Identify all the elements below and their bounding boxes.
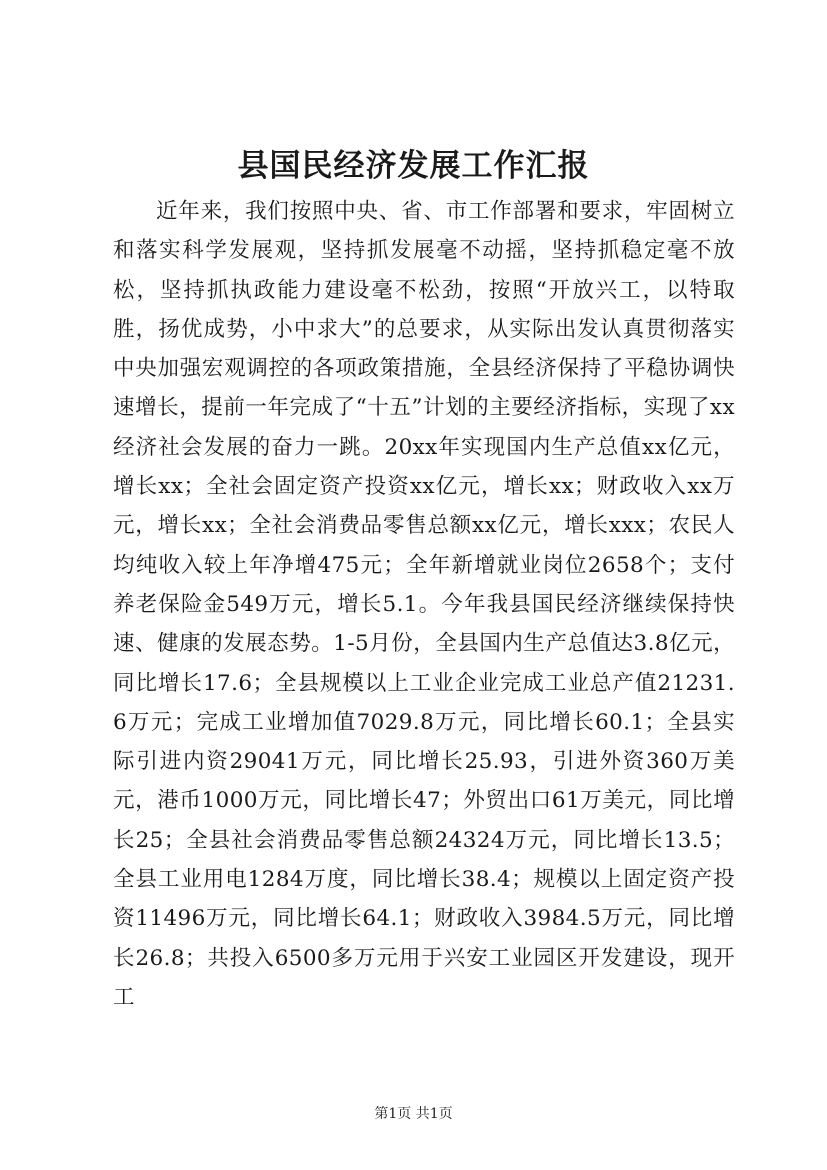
page-footer [0, 1104, 827, 1124]
page-indicator: 第1页 共1页 [374, 1106, 453, 1122]
body-paragraph: 近年来，我们按照中央、省、市工作部署和要求，牢固树立和落实科学发展观，坚持抓发展毫不动摇，坚持抓稳定毫不放松，坚持抓执政能力建设毫不松劲，按照“开放兴工，以特取胜，扬优成势，小中求大”的总要求，从实际出发认真贯彻落实中央加强宏观调控的各项政策措施，全县经济保持了平稳协调快速增长，提前一年完成了“十五”计划的主要经济指标，实现了xx经济社会发展的奋力一跳。20xx年实现国内生产总值xx亿元，增长xx；全社会固定资产投资xx亿元，增长xx；财政收入xx万元，增长xx；全社会消费品零售总额xx亿元，增长xxx；农民人均纯收入较上年净增475元；全年新增就业岗位2658个；支付养老保险金549万元，增长5.1。今年我县国民经济继续保持快速、健康的发展态势。1-5月份，全县国内生产总值达3.8亿元，同比增长17.6；全县规模以上工业企业完成工业总产值21231.6万元；完成工业增加值7029.8万元，同比增长60.1；全县实际引进内资29041万元，同比增长25.93，引进外资360万美元，港币1000万元，同比增长47；外贸出口61万美元，同比增长25；全县社会消费品零售总额24324万元，同比增长13.5；全县工业用电1284万度，同比增长38.4；规模以上固定资产投资11496万元，同比增长64.1；财政收入3984.5万元，同比增长26.8；共投入6500多万元用于兴安工业园区开发建设，现开工 [113, 199, 735, 1010]
document-title: 县国民经济发展工作汇报 [237, 148, 590, 184]
